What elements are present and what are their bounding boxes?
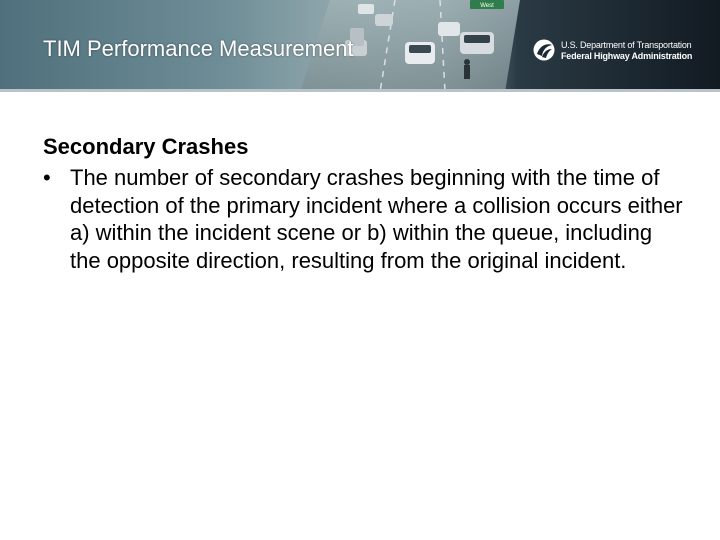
header-banner [0,0,720,92]
dot-logo-icon [533,39,555,61]
agency-administration: Federal Highway Administration [561,51,693,61]
section-heading: Secondary Crashes [43,134,249,159]
header-divider [0,89,720,92]
agency-department: U.S. Department of Transportation [561,40,692,50]
bullet-item [43,164,683,274]
slide-content [43,132,683,274]
page-title: TIM Performance Measurement [43,36,354,61]
agency-name [561,40,692,62]
bullet-marker: • [43,165,51,190]
highway-sign-text: West [480,3,494,9]
bullet-list [43,164,683,274]
bullet-text: The number of secondary crashes beginning with the time of detection of the primary incident where a collision occurs either a) within the incident scene or b) within the queue, including the opposite direction, resulting from the original incident. [70,165,683,273]
